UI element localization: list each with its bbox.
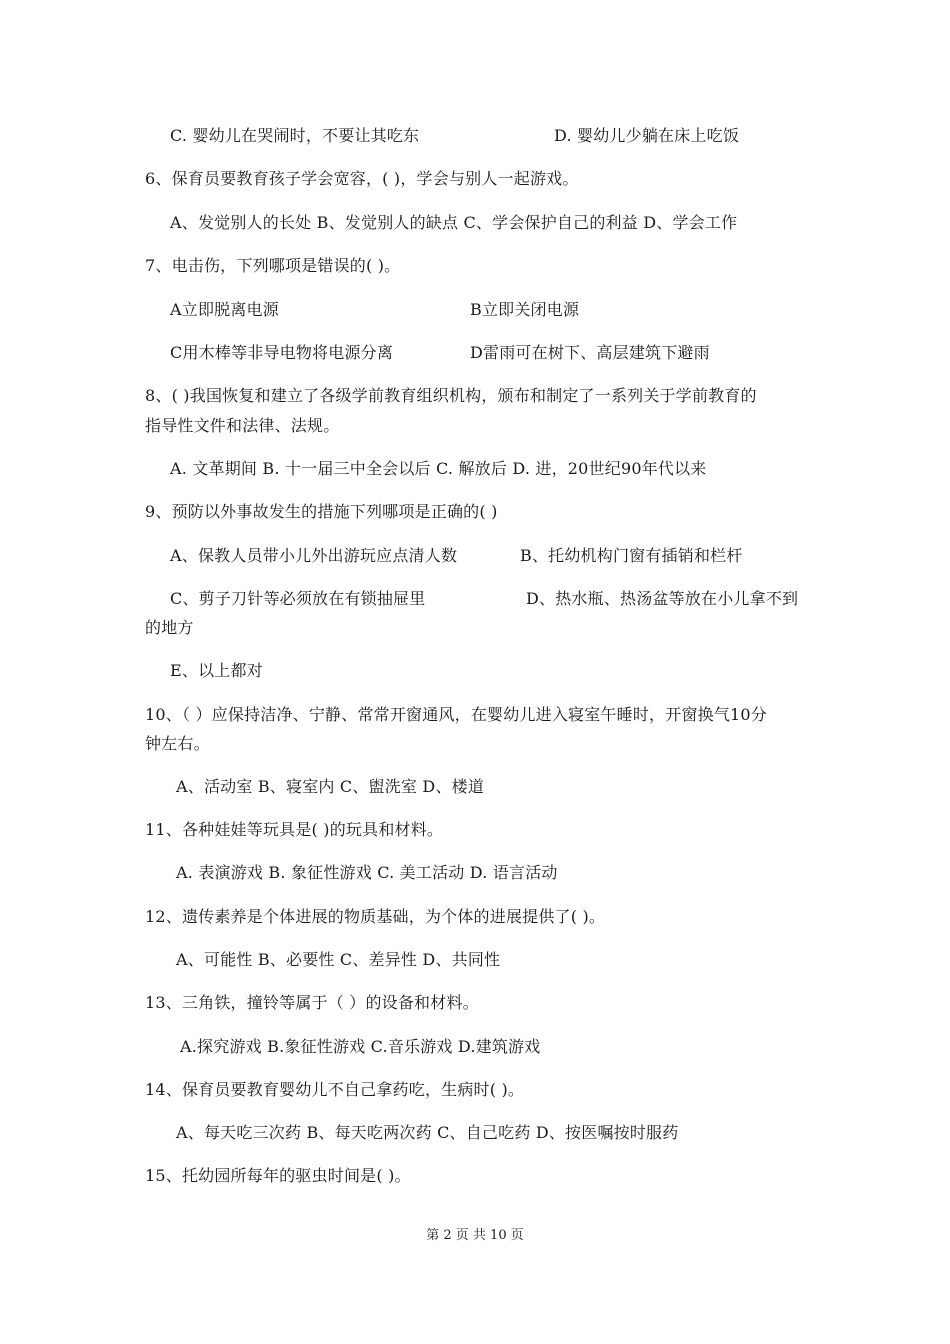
q5-option-d: D. 婴幼儿少躺在床上吃饭 bbox=[554, 126, 740, 145]
q9-option-c: C、剪子刀针等必须放在有锁抽屉里 bbox=[170, 589, 426, 608]
q7-option-c: C用木棒等非导电物将电源分离 bbox=[170, 343, 394, 362]
q11-options: A. 表演游戏 B. 象征性游戏 C. 美工活动 D. 语言活动 bbox=[176, 863, 558, 882]
q9-option-b: B、托幼机构门窗有插销和栏杆 bbox=[520, 546, 743, 565]
q10-stem-line1: 10、（ ）应保持洁净、宁静、常常开窗通风，在婴幼儿进入寝室午睡时，开窗换气10分 bbox=[145, 705, 768, 724]
q7-option-d: D雷雨可在树下、高层建筑下避雨 bbox=[470, 343, 710, 362]
q8-options: A. 文革期间 B. 十一届三中全会以后 C. 解放后 D. 进，20世纪90年代以来 bbox=[170, 459, 707, 478]
q6-stem: 6、保育员要教育孩子学会宽容，( )，学会与别人一起游戏。 bbox=[145, 169, 579, 188]
q14-stem: 14、保育员要教育婴幼儿不自己拿药吃，生病时( )。 bbox=[145, 1080, 525, 1099]
q9-option-d-cont: 的地方 bbox=[145, 618, 194, 637]
q7-stem: 7、电击伤，下列哪项是错误的( )。 bbox=[145, 256, 401, 275]
q9-option-d: D、热水瓶、热汤盆等放在小儿拿不到 bbox=[526, 589, 799, 608]
q12-options: A、可能性 B、必要性 C、差异性 D、共同性 bbox=[176, 950, 501, 969]
q13-stem: 13、三角铁，撞铃等属于（ ）的设备和材料。 bbox=[145, 993, 479, 1012]
q12-stem: 12、遗传素养是个体进展的物质基础，为个体的进展提供了( )。 bbox=[145, 907, 606, 926]
q10-stem-line2: 钟左右。 bbox=[145, 734, 210, 753]
q6-options: A、发觉别人的长处 B、发觉别人的缺点 C、学会保护自己的利益 D、学会工作 bbox=[170, 213, 738, 232]
q13-options: A.探究游戏 B.象征性游戏 C.音乐游戏 D.建筑游戏 bbox=[180, 1037, 541, 1056]
page-number-footer: 第 2 页 共 10 页 bbox=[426, 1228, 524, 1243]
q14-options: A、每天吃三次药 B、每天吃两次药 C、自己吃药 D、按医嘱按时服药 bbox=[176, 1123, 679, 1142]
q9-option-e: E、以上都对 bbox=[170, 661, 263, 680]
q10-options: A、活动室 B、寝室内 C、盥洗室 D、楼道 bbox=[176, 777, 485, 796]
q7-option-a: A立即脱离电源 bbox=[170, 300, 279, 319]
q7-option-b: B立即关闭电源 bbox=[470, 300, 580, 319]
q9-option-a: A、保教人员带小儿外出游玩应点清人数 bbox=[170, 546, 458, 565]
q8-stem-line1: 8、( )我国恢复和建立了各级学前教育组织机构，颁布和制定了一系列关于学前教育的 bbox=[145, 386, 757, 405]
q5-option-c: C. 婴幼儿在哭闹时，不要让其吃东 bbox=[170, 126, 420, 145]
q15-stem: 15、托幼园所每年的驱虫时间是( )。 bbox=[145, 1166, 411, 1185]
q9-stem: 9、预防以外事故发生的措施下列哪项是正确的( ) bbox=[145, 502, 498, 521]
q8-stem-line2: 指导性文件和法律、法规。 bbox=[145, 416, 340, 435]
q11-stem: 11、各种娃娃等玩具是( )的玩具和材料。 bbox=[145, 820, 444, 839]
